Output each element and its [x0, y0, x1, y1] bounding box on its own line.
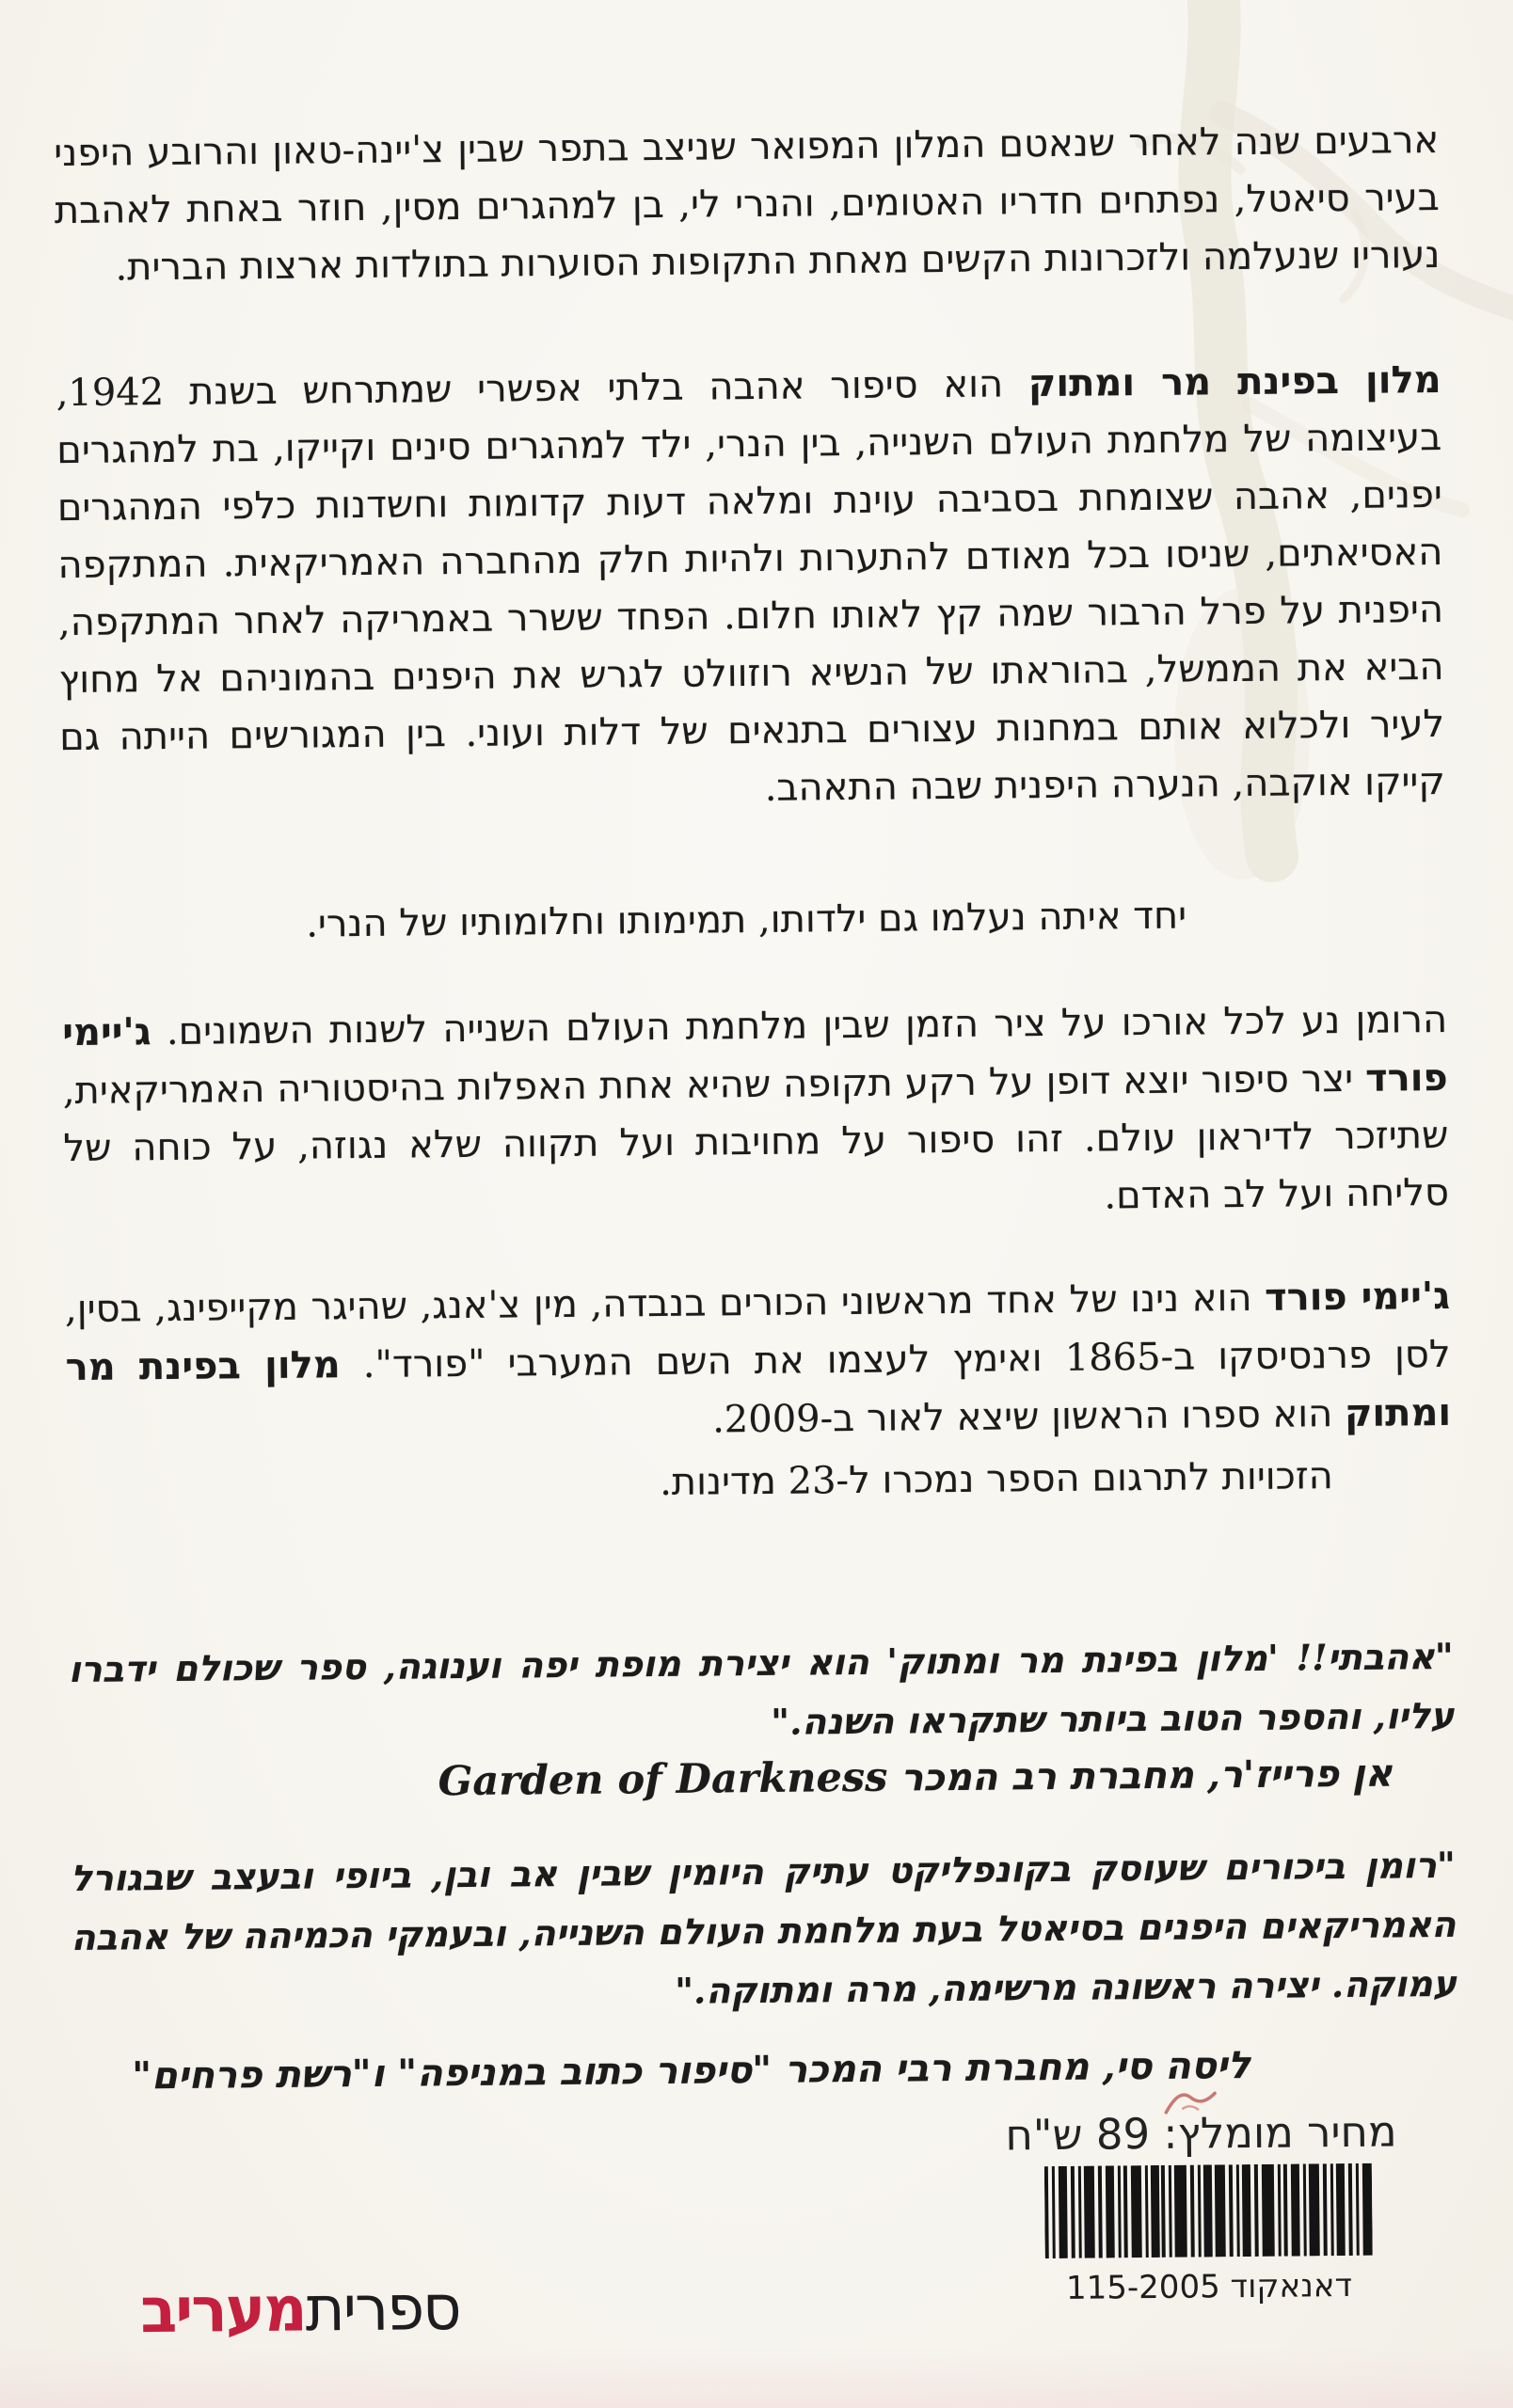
review-quote-1-text: "אהבתי!! 'מלון בפינת מר ומתוק' הוא יצירת מופת יפה וענוגה, ספר שכולם ידברו עליו, והספר הטוב ביותר שתקראו השנה."	[68, 1634, 1455, 1743]
synopsis-paragraph-2-text: הוא סיפור אהבה בלתי אפשרי שמתרחש בשנת 1942, בעיצומה של מלחמת העולם השנייה, בין הנרי, ילד למהגרים סינים וקייקו, בת למהגרים יפנים, אהבה שצומחת בסביבה עוינת ומלאה דעות קדומות וחשדנות כלפי המהגרים האסיאתים, שניסו בכל מאודם להתערות ולהיות חלק מהחברה האמריקאית. המתקפה היפנית על פרל הרבור שמה קץ לאותו חלום. הפחד ששרר באמריקה לאחר המתקפה, הביא את הממשל, בהוראתו של הנשיא רוזוולט לגרש את היפנים בהמוניהם אל מחוץ לעיר ולכלוא אותם במחנות עצורים בתנאים של דלות ועוני. בין המגורשים הייתה גם קייקו אוקבה, הנערה היפנית שבה התאהב.	[56, 362, 1445, 810]
book-title-bold: מלון בפינת מר ומתוק	[65, 1342, 1452, 1436]
reviewer-2-name: ליסה סי, מחברת רבי המכר "סיפור כתוב במניפה" ו"רשת פרחים"	[131, 2043, 1251, 2099]
novel-paragraph	[62, 990, 1449, 1235]
author-bio-end: הוא ספרו הראשון שיצא לאור ב-2009.	[711, 1392, 1346, 1442]
publisher-logo	[140, 2273, 460, 2348]
barcode	[1044, 2163, 1373, 2258]
review-quote-2-attribution	[72, 2036, 1457, 2104]
translation-rights-text: הזכויות לתרגום הספר נמכרו ל-23 מדינות.	[659, 1454, 1334, 1505]
novel-paragraph-rest: יצר סיפור יוצא דופן על רקע תקופה שהיא אחת האפלות בהיסטוריה האמריקאית, שתיזכר לדיראון עולם. זהו סיפור על מחויבות ועל תקווה שלא נגוזה, על כוחה של סליחה ועל לב האדם.	[62, 1056, 1450, 1218]
author-name-bold: ג'יימי פורד	[1264, 1273, 1451, 1320]
synopsis-paragraph-2	[56, 351, 1445, 824]
author-name-inline: ג'יימי פורד	[61, 1009, 1448, 1101]
review-quote-1	[68, 1626, 1454, 1758]
synopsis-closing-line	[61, 885, 1447, 956]
review-quote-2-text: "רומן ביכורים שעוסק בקונפליקט עתיק היומין שבין אב ובן, ביופי ובעצב שבגורל האמריקאים היפנים בסיאטל בעת מלחמת העולם השנייה, ובעמקי הכמיהה של אהבה עמוקה. יצירה ראשונה מרשימה, מרה ומתוקה."	[70, 1843, 1457, 2012]
novel-paragraph-start: הרומן נע לכל אורכו על ציר הזמן שבין מלחמת העולם השנייה לשנות השמונים.	[151, 997, 1448, 1054]
synopsis-paragraph-1	[54, 112, 1441, 297]
barcode-block	[1044, 2163, 1373, 2307]
danacode-label: דאנאקוד 115-2005	[1065, 2266, 1353, 2307]
review-quote-2	[71, 1835, 1457, 2026]
author-bio-text: הוא נינו של אחד מראשוני הכורים בנבדה, מין צ'אנג, שהיגר מקייפינג, בסין, לסן פרנסיסקו ב-1865 ואימץ לעצמו את השם המערבי "פורד".	[64, 1275, 1451, 1387]
author-bio-paragraph	[65, 1267, 1452, 1455]
publisher-name-part2: מעריב	[139, 2273, 306, 2348]
book-title-inline: מלון בפינת מר ומתוק	[1027, 356, 1441, 406]
reviewer-1-book-title: Garden of Darkness	[438, 1753, 888, 1806]
synopsis-closing-text: יחד איתה נעלמו גם ילדותו, תמימותו וחלומותיו של הנרי.	[305, 894, 1187, 946]
price-label: מחיר מומלץ: 89 ש"ח	[1005, 2106, 1397, 2161]
synopsis-paragraph-1-text: ארבעים שנה לאחר שנאטם המלון המפואר שניצב בתפר שבין צ'יינה-טאון והרובע היפני בעיר סיאטל, נפתחים חדריו האטומים, והנרי לי, בן למהגרים מסין, חוזר באחת לאהבת נעוריו שנעלמה ולזכרונות הקשים מאחת התקופות הסוערות בתולדות ארצות הברית.	[54, 118, 1441, 290]
publisher-name-part1: ספרית	[305, 2272, 460, 2347]
reviewer-1-name: אן פרייז'ר, מחברת רב המכר	[887, 1751, 1394, 1800]
translation-rights-line	[67, 1447, 1453, 1517]
